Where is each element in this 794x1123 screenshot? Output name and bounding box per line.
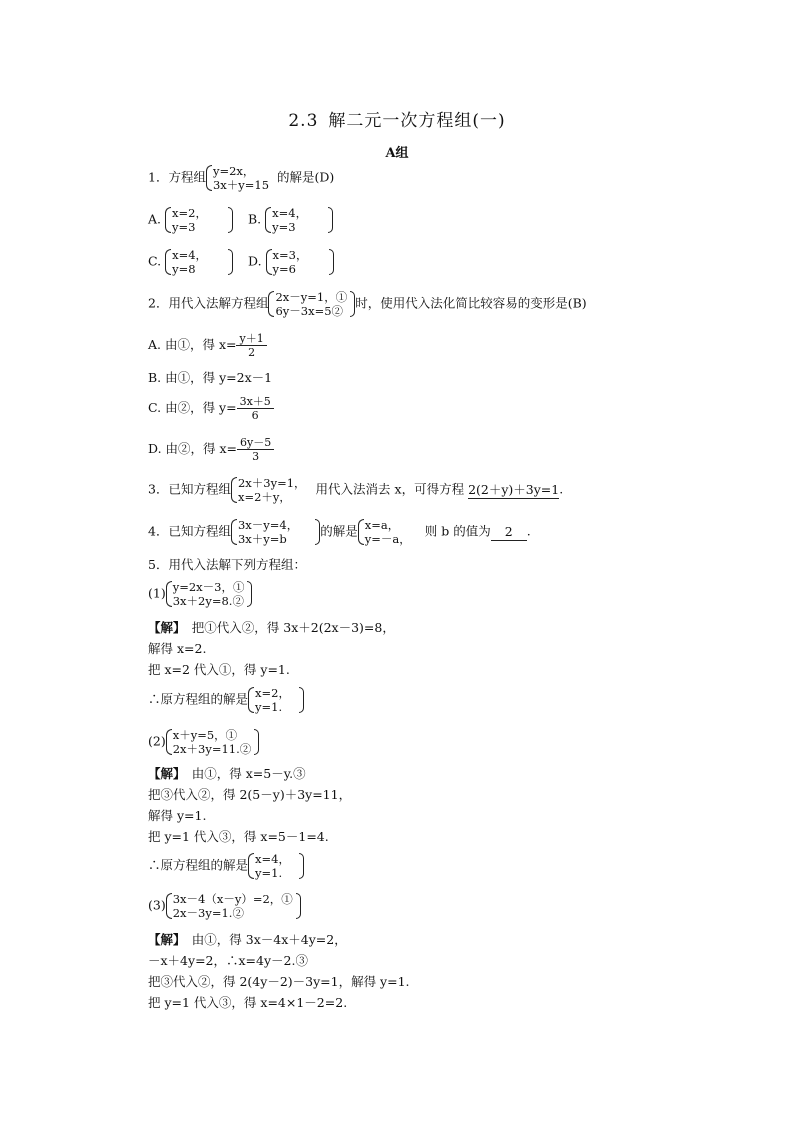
q1-stem: 1．方程组: [148, 169, 206, 185]
q5-p2-solution-line-4: 把 y=1 代入③，得 x=5－1=4.: [148, 829, 329, 844]
q1-option-a: A. x=2， y=3: [148, 206, 233, 234]
q5-part-2: (2) x＋y=5，① 2x＋3y=11.②: [148, 728, 259, 756]
q2-option-a: A. 由①，得 x= $\frac{y+1}{2}$: [148, 332, 267, 359]
q5-p1-conclusion: ∴原方程组的解是 x=2， y=1.: [148, 686, 304, 714]
q5-p2-solution-line-2: 把③代入②，得 2(5－y)＋3y=11，: [148, 787, 352, 802]
q1-option-c: C. x=4， y=8: [148, 248, 233, 276]
question-3: 3．已知方程组 2x＋3y=1， x=2＋y， 用代入法消去 x，可得方程 2(2＋y)＋3y=1.: [148, 476, 564, 504]
q1-system: y=2x， 3x＋y=15: [206, 164, 277, 192]
q5-p3-solution-line-3: 把③代入②，得 2(4y－2)－3y=1，解得 y=1.: [148, 974, 410, 989]
q5-p3-solution-line-1: 【解】 由①，得 3x－4x＋4y=2，: [148, 932, 347, 947]
question-2: 2．用代入法解方程组 2x－y=1，① 6y－3x=5② 时，使用代入法化简比较容易的变形是(B): [148, 290, 587, 318]
q2-option-c: C. 由②，得 y= $\frac{3x+5}{6}$: [148, 395, 274, 422]
q2-option-d: D. 由②，得 x= $\frac{6y-5}{3}$: [148, 436, 274, 463]
q5-p2-solution-line-1: 【解】 由①，得 x=5－y.③: [148, 766, 306, 781]
section-number: 2.3: [288, 111, 319, 131]
question-4: 4．已知方程组 3x－y=4， 3x＋y=b 的解是 x=a， y=－a， 则 b 的值为 2 .: [148, 518, 531, 546]
q5-p3-solution-line-2: －x＋4y=2，∴x=4y－2.③: [148, 953, 308, 968]
q5-part-1: (1) y=2x－3，① 3x＋2y=8.②: [148, 580, 252, 608]
q5-p1-solution-line-3: 把 x=2 代入①，得 y=1.: [148, 662, 290, 677]
q5-p2-conclusion: ∴原方程组的解是 x=4， y=1.: [148, 852, 304, 880]
question-1: [148, 164, 334, 192]
group-heading: A组: [385, 146, 409, 161]
q5-p1-solution-line-1: 【解】 把①代入②，得 3x＋2(2x－3)=8，: [148, 620, 395, 635]
q2-system: 2x－y=1，① 6y－3x=5②: [268, 290, 355, 318]
q3-answer: 2(2＋y)＋3y=1: [468, 481, 560, 497]
q1-option-d: D. x=3， y=6: [248, 248, 334, 276]
q1-option-b: B. x=4， y=3: [248, 206, 333, 234]
q5-p2-solution-line-3: 解得 y=1.: [148, 808, 207, 823]
question-5: 5．用代入法解下列方程组：: [148, 557, 306, 572]
q1-after: 的解是(D): [277, 169, 335, 185]
section-title: [0, 106, 794, 131]
q2-option-b: B. 由①，得 y=2x－1: [148, 370, 273, 385]
q5-p1-solution-line-2: 解得 x=2.: [148, 641, 207, 656]
section-title-text: 解二元一次方程组(一): [328, 111, 506, 131]
q5-part-3: (3) 3x－4（x－y）=2，① 2x－3y=1.②: [148, 892, 301, 920]
q5-p3-solution-line-4: 把 y=1 代入③，得 x=4×1－2=2.: [148, 995, 348, 1010]
q4-answer: 2: [491, 524, 527, 541]
